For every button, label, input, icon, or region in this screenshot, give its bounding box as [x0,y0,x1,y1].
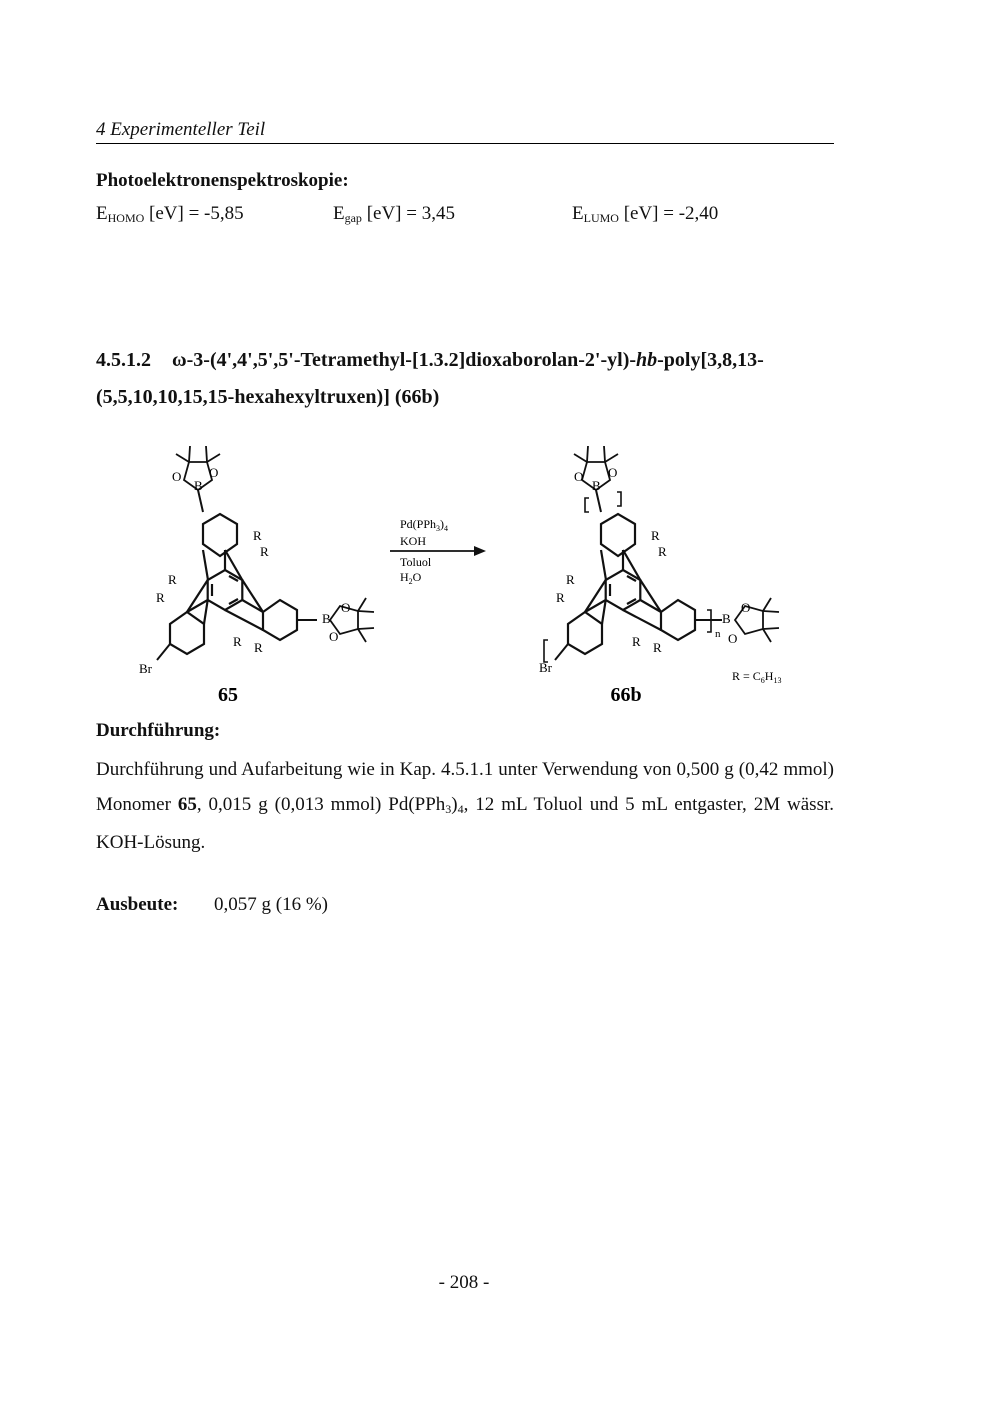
atom-R-66b-4: R [556,590,565,605]
gap-sub: gap [344,211,362,225]
atom-R-66b-6: R [653,640,662,655]
atom-B-right: B [322,611,331,626]
homo-energy [96,203,244,226]
atom-O-right-2: O [329,629,339,644]
atom-R-66b-5: R [632,634,641,649]
section-title-c: -poly[3,8,13-(5,5,10,10,15,15-hexahexyltruxen)] (66b) [96,349,764,408]
atom-O-66b-4: O [728,631,738,646]
homo-e: E [96,203,108,224]
procedure-part-1: Durchführung und Aufarbeitung wie in Kap. 4.5.1.1 unter Verwendung von 0,500 g (0,42 mmol) Monomer [96,759,834,815]
reagent-1: $Pd(PPh_3)_4$ [400,517,449,533]
procedure-part-2: , 0,015 g (0,013 mmol) Pd(PPh [196,793,446,815]
reaction-scheme [0,425,1000,710]
atom-B-top: B [194,478,203,493]
homo-value: [eV] = -5,85 [144,203,244,224]
yield-value: 0,057 g (16 %) [214,894,328,915]
procedure-part-4: , 12 mL Toluol und 5 mL entgaster, 2M wässr. KOH-Lösung. [96,793,834,853]
procedure-compound-ref: 65 [177,793,197,815]
gap-e: E [333,203,345,224]
r-definition: $R = C_6H_{13}$ [732,669,782,685]
atom-O-66b-1: O [574,469,584,484]
atom-R-3: R [168,572,177,587]
atom-R-66b-3: R [566,572,575,587]
atom-O-top-right: O [209,465,219,480]
atom-R-66b-2: R [658,544,667,559]
label-66b: 66b [610,684,642,706]
lumo-energy [572,203,718,226]
repeat-n: n [715,628,721,640]
section-heading [96,342,836,416]
reagent-4: $H_2O$ [400,570,422,586]
atom-B-right-66b: B [722,611,731,626]
atom-R-1: R [253,528,262,543]
atom-O-right-1: O [341,600,351,615]
lumo-e: E [572,203,584,224]
gap-value: [eV] = 3,45 [361,203,455,224]
atom-O-top-left: O [172,469,182,484]
atom-Br-66b: Br [539,660,552,675]
atom-R-2: R [260,544,269,559]
yield-label: Ausbeute: [96,894,179,915]
atom-R-6: R [254,640,263,655]
reagent-3: Toluol [400,555,432,569]
procedure-part-3: ) [451,793,458,815]
atom-R-4: R [156,590,165,605]
atom-O-66b-2: O [608,465,618,480]
lumo-sub: LUMO [583,211,619,225]
section-number: 4.5.1.2 [96,349,151,371]
lumo-value: [eV] = -2,40 [618,203,719,224]
atom-B-top-66b: B [592,478,601,493]
label-65: 65 [218,684,238,706]
procedure-sub-1: 3 [445,801,452,816]
running-title: 4 Experimenteller Teil [96,119,266,140]
gap-energy [333,203,455,226]
atom-O-66b-3: O [741,600,751,615]
atom-R-5: R [233,634,242,649]
atom-R-66b-1: R [651,528,660,543]
section-title-a: ω-3-(4',4',5',5'-Tetramethyl-[1.3.2]dioxaborolan-2'-yl)- [172,349,637,371]
procedure-text [96,753,834,861]
running-header [96,119,834,144]
page-number: - 208 - [438,1272,490,1293]
homo-sub: HOMO [107,211,145,225]
reagent-2: KOH [400,534,426,548]
procedure-sub-2: 4 [457,801,464,816]
procedure-heading: Durchführung: [96,720,221,741]
atom-Br-65: Br [139,661,152,676]
pes-heading: Photoelektronenspektroskopie: [96,170,349,191]
section-title-b: hb [636,349,658,371]
